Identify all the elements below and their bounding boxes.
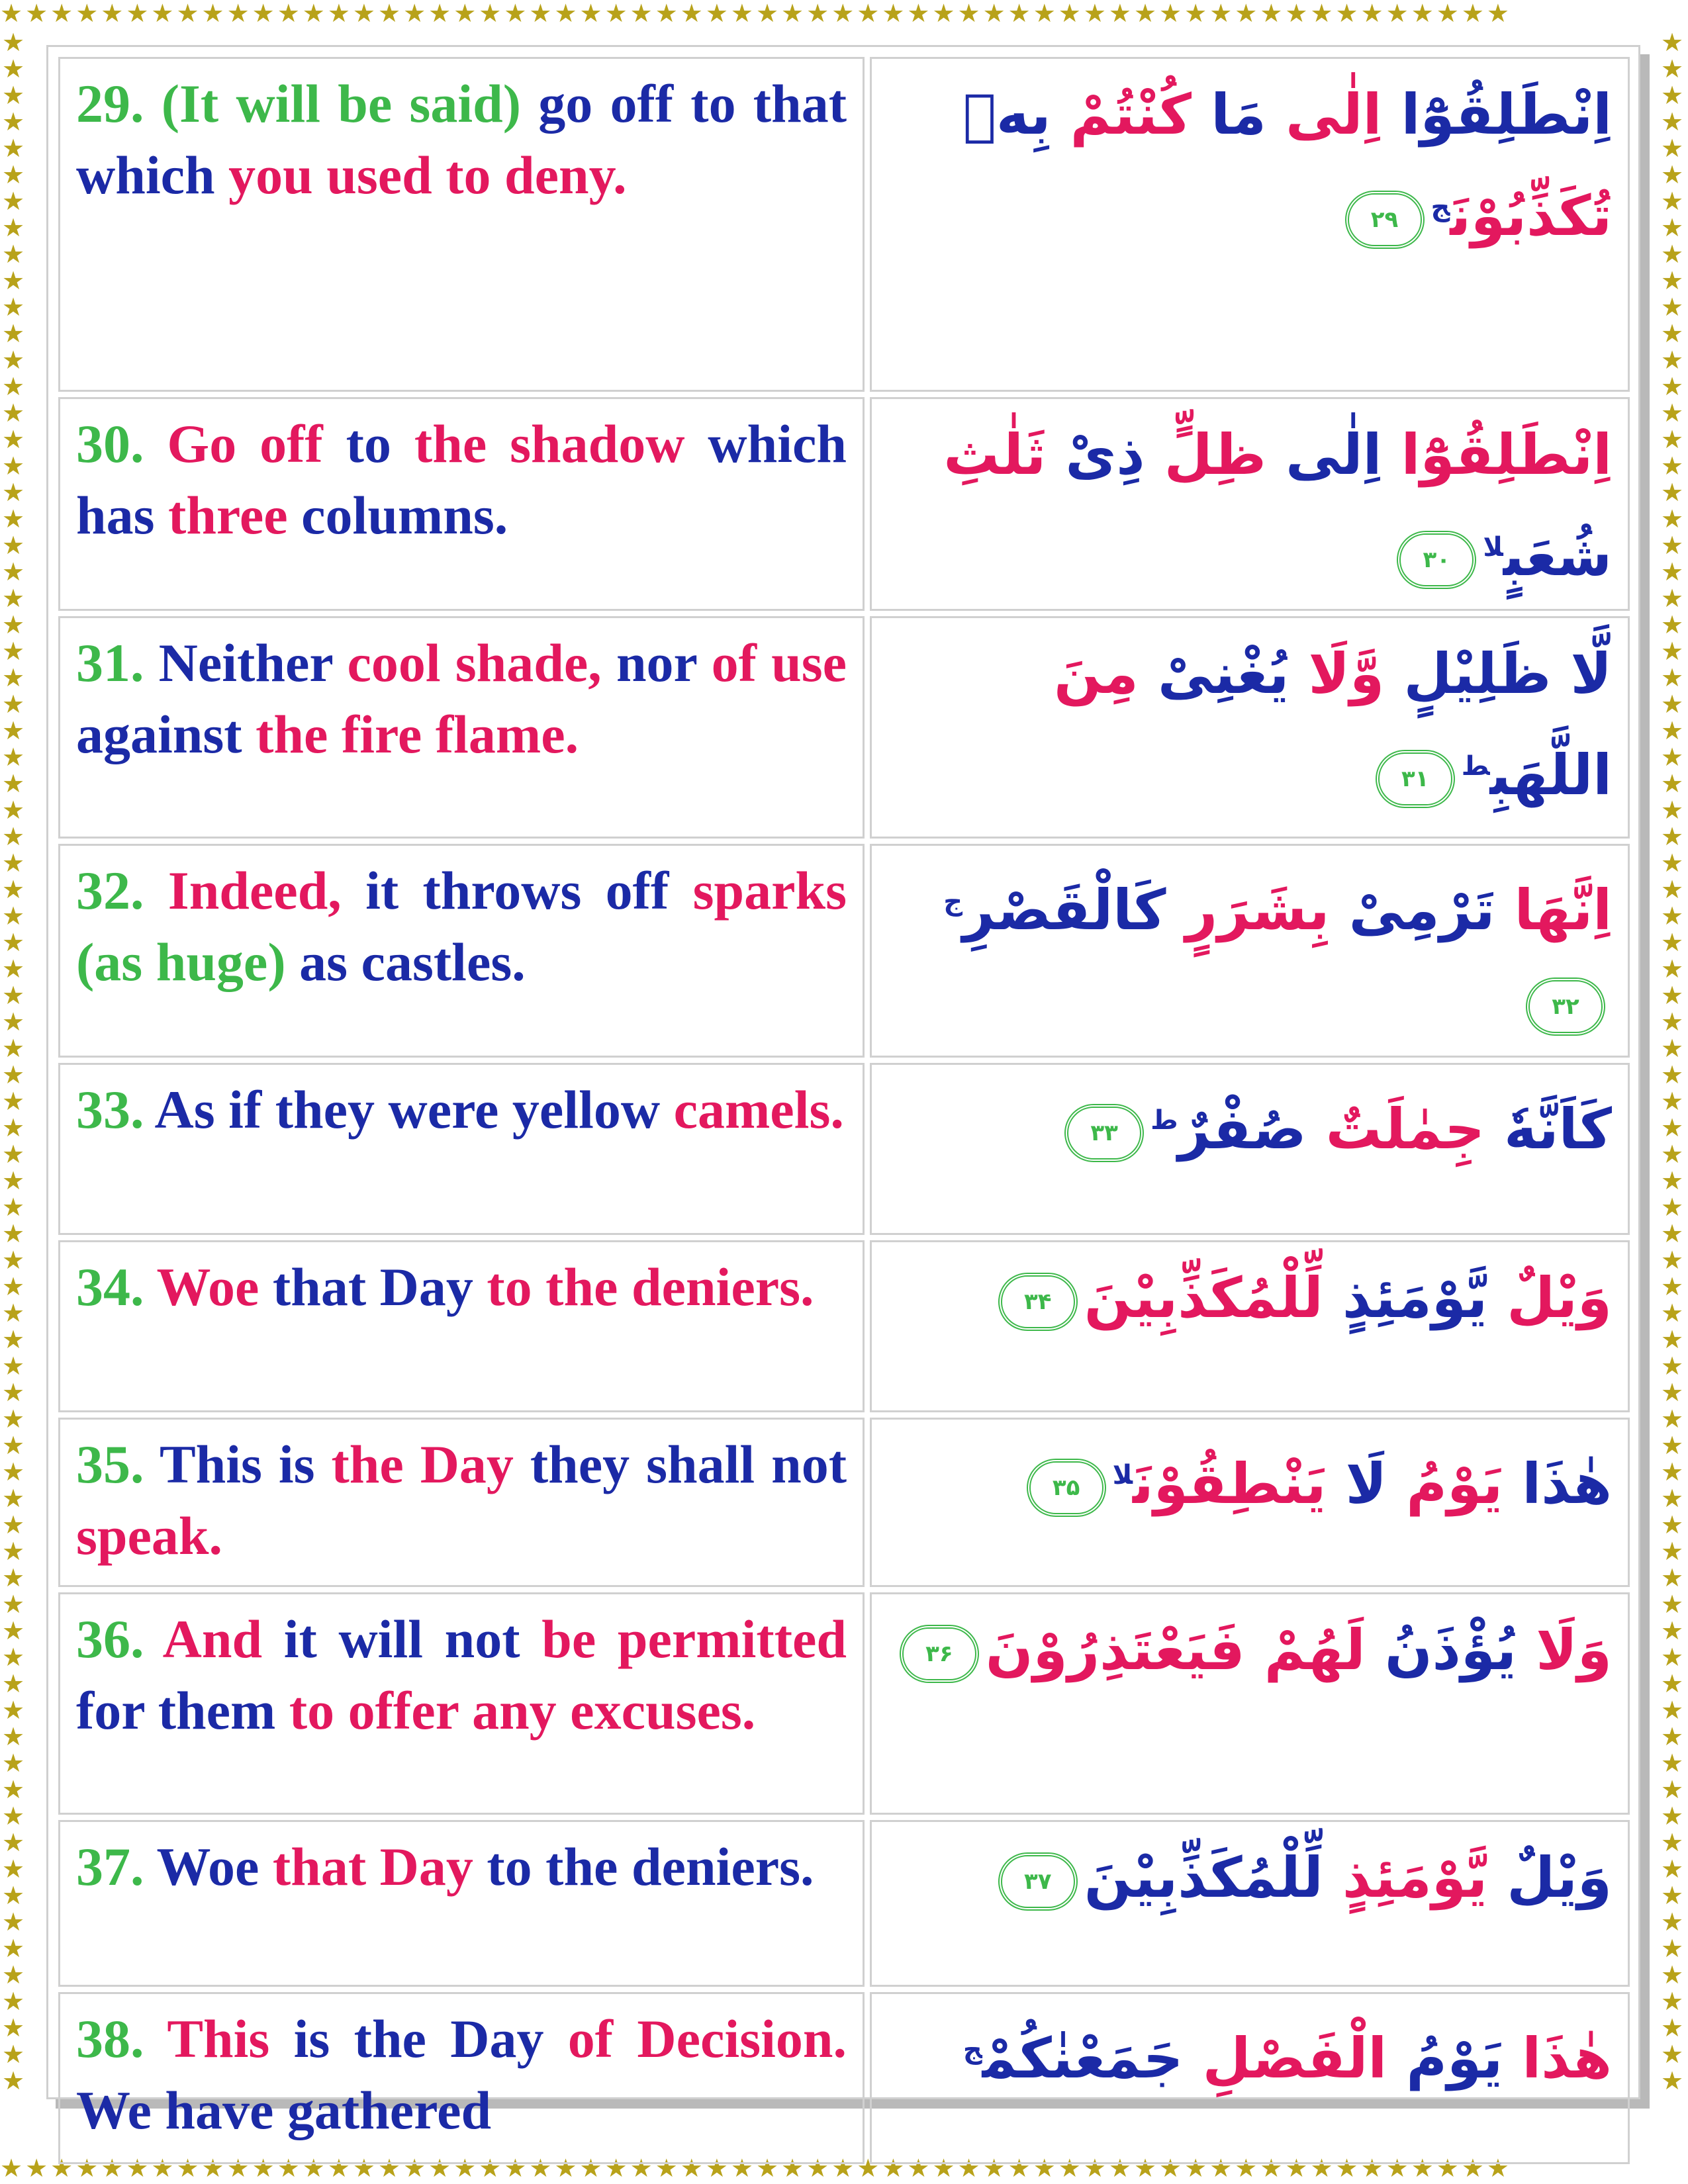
translation-segment: that Day [272, 1257, 473, 1317]
translation-segment [520, 1609, 542, 1669]
translation-segment: cool shade, [347, 633, 602, 693]
translation-segment: as castles. [299, 932, 526, 992]
star-border-right: ★★★★★★★★★★★★★★★★★★★★★★★★★★★★★★★★★★★★★★★★★★★★★★★★★★★★★★★★★★★★★★★★★★★★★★★★★★★★★★ [1660, 29, 1687, 2095]
ayah-number-icon: ۳۶ [900, 1625, 979, 1683]
translation-segment: Indeed, [167, 860, 342, 921]
english-translation [76, 2003, 847, 2146]
waqf-mark: لا [1112, 1460, 1133, 1490]
arabic-word: شُعَبٍ [1503, 523, 1612, 588]
translation-segment [144, 414, 167, 474]
translation-segment [144, 860, 168, 921]
translation-segment [275, 1680, 289, 1741]
arabic-word: يَنْطِقُوْنَ [1133, 1451, 1327, 1516]
arabic-word: كَاَنَّهٗ [1484, 1097, 1612, 1161]
arabic-word: بِهٖ [962, 82, 1051, 147]
arabic-verse-cell [870, 1063, 1630, 1235]
arabic-word: وَيْلٌ [1487, 1845, 1612, 1910]
translation-segment: This [167, 2009, 270, 2069]
ayah-number-icon: ۳۲ [1526, 978, 1605, 1036]
arabic-verse [888, 68, 1612, 262]
english-translation-cell [58, 1418, 865, 1587]
verse-number: 37. [76, 1837, 144, 1897]
english-translation [76, 1604, 847, 1747]
translation-segment [215, 145, 229, 205]
arabic-word: لِّلْمُكَذِّبِيْنَ [1084, 1845, 1323, 1910]
translation-segment: And [162, 1609, 263, 1669]
arabic-word: يُغْنِىْ [1138, 641, 1289, 706]
arabic-word: كَالْقَصْرِ [962, 878, 1166, 942]
english-translation-cell [58, 844, 865, 1058]
ayah-number-icon: ۳۷ [998, 1852, 1078, 1911]
arabic-word: وَلَا [1516, 1617, 1612, 1682]
translation-segment: against [76, 704, 242, 764]
english-translation-cell [58, 1063, 865, 1235]
arabic-verse [888, 1074, 1612, 1175]
translation-segment [144, 1434, 160, 1494]
ayah-number-icon: ۳۰ [1397, 531, 1476, 589]
verse-number: 35. [76, 1434, 144, 1494]
translation-segment [286, 932, 300, 992]
translation-segment: (It will be said) [161, 73, 522, 134]
translation-segment [269, 2009, 293, 2069]
arabic-verse-cell [870, 57, 1630, 392]
star-border-top: ★★★★★★★★★★★★★★★★★★★★★★★★★★★★★★★★★★★★★★★★★★★★★★★★★★★★★★★★★★★★ [0, 0, 1512, 28]
translation-segment [602, 633, 616, 693]
translation-segment: camels. [673, 1079, 844, 1140]
waqf-mark: ط [1150, 1105, 1178, 1136]
arabic-word: اِنْطَلِقُوْٓا [1382, 82, 1612, 147]
arabic-word: اِلٰى [1266, 422, 1382, 487]
translation-segment: to the deniers. [487, 1257, 814, 1317]
translation-segment: As if they were yellow [154, 1079, 661, 1140]
waqf-mark: ج [943, 886, 963, 917]
verse-row [58, 1240, 1630, 1412]
english-translation [76, 1831, 847, 1903]
translation-segment: is the Day [293, 2009, 544, 2069]
arabic-word: اِنَّهَا [1495, 878, 1612, 942]
translation-segment [144, 1609, 163, 1669]
arabic-verse [888, 408, 1612, 602]
arabic-word: الْفَصْلِ [1183, 2026, 1387, 2091]
arabic-verse-cell [870, 1820, 1630, 1987]
verse-row [58, 397, 1630, 611]
arabic-word: لَّا ظَلِيْلٍ [1384, 641, 1612, 706]
translation-segment [144, 1079, 155, 1140]
translation-segment: the fire flame. [256, 704, 579, 764]
arabic-word: جِمٰلَتٌ [1306, 1097, 1485, 1161]
arabic-verse [888, 855, 1612, 1049]
translation-segment [521, 73, 538, 134]
translation-segment [332, 633, 347, 693]
translation-segment [660, 1079, 674, 1140]
ayah-number-icon: ۳۵ [1027, 1459, 1106, 1517]
translation-segment [514, 1434, 530, 1494]
arabic-verse [888, 2003, 1612, 2105]
verse-number: 32. [76, 860, 144, 921]
arabic-verse [888, 1251, 1612, 1344]
translation-segment: Day [379, 1837, 473, 1897]
english-translation [76, 627, 847, 770]
arabic-word: اِنْطَلِقُوْٓا [1382, 422, 1612, 487]
verse-number: 33. [76, 1079, 144, 1140]
arabic-word: كُنْتُمْ [1051, 82, 1192, 147]
translation-segment [684, 414, 708, 474]
translation-segment [473, 1257, 487, 1317]
arabic-word: مَا [1192, 82, 1266, 147]
arabic-verse [888, 627, 1612, 821]
arabic-word: وَيْلٌ [1487, 1265, 1612, 1330]
translation-segment: to [346, 414, 391, 474]
english-translation-cell [58, 1240, 865, 1412]
arabic-verse [888, 1604, 1612, 1696]
translation-segment [473, 1837, 487, 1897]
arabic-word: لَا [1326, 1451, 1387, 1516]
translation-segment [155, 485, 169, 545]
arabic-word: هٰذَا [1503, 1451, 1612, 1516]
translation-segment: be permitted [541, 1609, 847, 1669]
verse-number: 29. [76, 73, 144, 134]
verses-table [53, 52, 1635, 2169]
translation-segment [259, 1257, 273, 1317]
star-border-bottom: ★★★★★★★★★★★★★★★★★★★★★★★★★★★★★★★★★★★★★★★★★★★★★★★★★★★★★★★★★★★★ [0, 2155, 1512, 2183]
arabic-verse-cell [870, 1240, 1630, 1412]
translation-segment: We have gathered [76, 2080, 492, 2140]
translation-segment: Go off [167, 414, 323, 474]
translation-segment: to the deniers. [487, 1837, 814, 1897]
translation-segment: sparks [692, 860, 847, 921]
arabic-word: يُؤْذَنُ [1365, 1617, 1517, 1682]
verse-number: 30. [76, 414, 144, 474]
arabic-word: وَّلَا [1289, 641, 1385, 706]
translation-segment: you used to deny. [228, 145, 627, 205]
verse-row [58, 1992, 1630, 2164]
ayah-number-icon: ۳۳ [1064, 1104, 1144, 1162]
english-translation-cell [58, 1820, 865, 1987]
verse-row [58, 844, 1630, 1058]
english-translation-cell [58, 57, 865, 392]
english-translation-cell [58, 397, 865, 611]
translation-segment: columns. [301, 485, 508, 545]
translation-segment [669, 860, 692, 921]
translation-segment [342, 860, 365, 921]
waqf-mark: ج [962, 2034, 982, 2065]
translation-segment: Woe [156, 1837, 259, 1897]
waqf-mark: ط [1461, 751, 1490, 782]
ayah-number-icon: ۳۴ [998, 1273, 1078, 1331]
arabic-verse-cell [870, 616, 1630, 839]
verse-number: 31. [76, 633, 144, 693]
english-translation [76, 1251, 847, 1323]
translation-segment: of use [711, 633, 847, 693]
verse-number: 36. [76, 1609, 144, 1669]
arabic-verse [888, 1831, 1612, 1924]
arabic-word: فَيَعْتَذِرُوْنَ [985, 1617, 1245, 1682]
translation-segment: to offer any excuses. [289, 1680, 756, 1741]
arabic-word: صُفْرٌ [1178, 1097, 1307, 1161]
translation-segment [262, 1609, 284, 1669]
arabic-word: يَوْمُ [1387, 1451, 1503, 1516]
english-translation [76, 1074, 847, 1146]
translation-segment [144, 2009, 167, 2069]
verse-row [58, 616, 1630, 839]
translation-segment [144, 633, 159, 693]
english-translation [76, 1429, 847, 1572]
arabic-verse-cell [870, 844, 1630, 1058]
translation-segment [288, 485, 302, 545]
verse-row [58, 1820, 1630, 1987]
translation-segment [144, 1257, 157, 1317]
english-translation [76, 68, 847, 211]
arabic-word: بِشَرَرٍ [1166, 878, 1330, 942]
arabic-word: هٰذَا [1503, 2026, 1612, 2091]
translation-segment: go off to that which [76, 73, 847, 205]
translation-segment [543, 2009, 567, 2069]
translation-segment: nor [616, 633, 697, 693]
translation-segment: This is [159, 1434, 315, 1494]
translation-segment [323, 414, 346, 474]
arabic-word: ظِلٍّ [1145, 422, 1266, 487]
arabic-word: اِلٰى [1266, 82, 1382, 147]
verse-row [58, 1592, 1630, 1815]
arabic-word: ذِىْ [1046, 422, 1145, 487]
translation-segment [242, 704, 256, 764]
translation-segment [144, 73, 162, 134]
translation-segment: it will not [283, 1609, 520, 1669]
translation-segment: Woe [156, 1257, 259, 1317]
translation-segment [391, 414, 414, 474]
translation-segment: the shadow [414, 414, 685, 474]
translation-segment: (as huge) [76, 932, 286, 992]
waqf-mark: ج [1430, 192, 1450, 222]
ayah-number-icon: ۲۹ [1345, 191, 1425, 249]
translation-segment [696, 633, 711, 693]
verse-row [58, 57, 1630, 392]
translation-segment: the Day [331, 1434, 514, 1494]
verse-row [58, 1063, 1630, 1235]
translation-segment [144, 1837, 157, 1897]
english-translation-cell [58, 616, 865, 839]
verse-row [58, 1418, 1630, 1587]
english-translation-cell [58, 1592, 865, 1815]
translation-segment: Neither [158, 633, 333, 693]
english-translation [76, 855, 847, 998]
translation-segment: speak. [76, 1506, 223, 1566]
translation-segment: three [168, 485, 288, 545]
english-translation-cell [58, 1992, 865, 2164]
translation-segment [315, 1434, 332, 1494]
arabic-word: ثَلٰثِ [943, 422, 1047, 487]
translation-segment [366, 1837, 380, 1897]
translation-segment: of Decision. [567, 2009, 847, 2069]
verse-number: 38. [76, 2009, 144, 2069]
arabic-word: يَّوْمَئِذٍ [1323, 1265, 1488, 1330]
translation-segment: which has [76, 414, 847, 545]
arabic-word: تُكَذِّبُوْنَ [1450, 183, 1612, 248]
arabic-verse-cell [870, 397, 1630, 611]
arabic-verse-cell [870, 1992, 1630, 2164]
arabic-verse [888, 1429, 1612, 1530]
english-translation [76, 408, 847, 551]
arabic-verse-cell [870, 1418, 1630, 1587]
translation-segment: for them [76, 1680, 276, 1741]
arabic-word: تَرْمِىْ [1329, 878, 1495, 942]
arabic-word: يَوْمُ [1387, 2026, 1503, 2091]
translation-segment: it throws off [365, 860, 669, 921]
translation-segment: they shall not [530, 1434, 847, 1494]
waqf-mark: لا [1483, 532, 1503, 563]
arabic-word: يَّوْمَئِذٍ [1323, 1845, 1488, 1910]
translation-segment [259, 1837, 273, 1897]
star-border-left: ★★★★★★★★★★★★★★★★★★★★★★★★★★★★★★★★★★★★★★★★★★★★★★★★★★★★★★★★★★★★★★★★★★★★★★★★★★★★★★ [1, 29, 28, 2095]
translation-segment: that [272, 1837, 367, 1897]
arabic-word: لِّلْمُكَذِّبِيْنَ [1084, 1265, 1323, 1330]
arabic-word: لَهُمْ [1244, 1617, 1366, 1682]
arabic-word: مِنَ [1054, 641, 1139, 706]
ayah-number-icon: ۳۱ [1376, 750, 1455, 808]
arabic-verse-cell [870, 1592, 1630, 1815]
verse-number: 34. [76, 1257, 144, 1317]
arabic-word: جَمَعْنٰكُمْ [982, 2026, 1184, 2091]
arabic-word: اللَّهَبِ [1489, 743, 1612, 807]
